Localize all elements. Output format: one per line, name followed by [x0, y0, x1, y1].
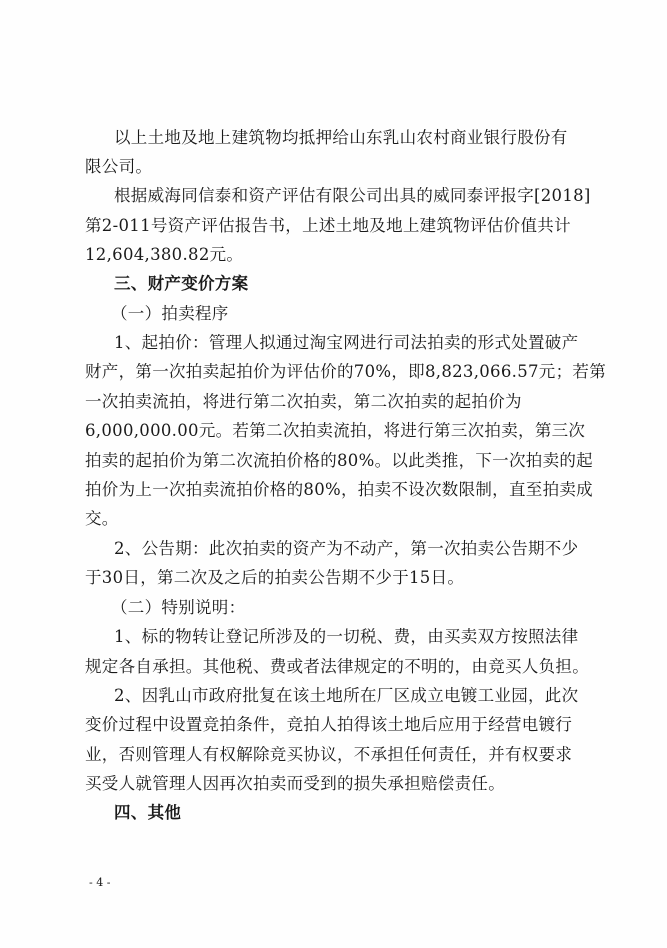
- paragraph-line: 一次拍卖流拍，将进行第二次拍卖，第二次拍卖的起拍价为: [85, 392, 522, 411]
- paragraph-line: 规定各自承担。其他税、费或者法律规定的不明的，由竞买人负担。: [85, 657, 589, 676]
- page-number: - 4 -: [89, 876, 111, 889]
- paragraph-line: 根据威海同信泰和资产评估有限公司出具的威同泰评报字[2018]: [114, 186, 591, 205]
- paragraph-line: 交。: [85, 509, 119, 528]
- paragraph-line: 以上土地及地上建筑物均抵押给山东乳山农村商业银行股份有: [114, 128, 568, 147]
- section-heading: 四、其他: [114, 803, 182, 822]
- paragraph-line: 拍卖的起拍价为第二次流拍价格的80%。以此类推，下一次拍卖的起: [85, 451, 593, 470]
- paragraph-line: 限公司。: [85, 157, 153, 176]
- paragraph-line: 6,000,000.00元。若第二次拍卖流拍，将进行第三次拍卖，第三次: [85, 421, 586, 440]
- subsection-heading: （一）拍卖程序: [111, 304, 229, 323]
- paragraph-line: 拍价为上一次拍卖流拍价格的80%，拍卖不设次数限制，直至拍卖成: [85, 480, 593, 499]
- paragraph-line: 1、标的物转让登记所涉及的一切税、费，由买卖双方按照法律: [114, 627, 579, 646]
- paragraph-line: 于30日，第二次及之后的拍卖公告期不少于15日。: [85, 568, 465, 587]
- paragraph-line: 1、起拍价：管理人拟通过淘宝网进行司法拍卖的形式处置破产: [114, 333, 579, 352]
- paragraph-line: 2、公告期：此次拍卖的资产为不动产，第一次拍卖公告期不少: [114, 539, 579, 558]
- paragraph-line: 变价过程中设置竞拍条件，竞拍人拍得该土地后应用于经营电镀行: [85, 715, 573, 734]
- section-heading: 三、财产变价方案: [114, 274, 249, 293]
- subsection-heading: （二）特别说明：: [111, 598, 246, 617]
- paragraph-line: 买受人就管理人因再次拍卖而受到的损失承担赔偿责任。: [85, 774, 505, 793]
- paragraph-line: 2、因乳山市政府批复在该土地所在厂区成立电镀工业园，此次: [114, 686, 579, 705]
- paragraph-line: 财产，第一次拍卖起拍价为评估价的70%，即8,823,066.57元；若第: [85, 362, 606, 381]
- paragraph-line: 业，否则管理人有权解除竞买协议，不承担任何责任，并有权要求: [85, 745, 573, 764]
- paragraph-line: 12,604,380.82元。: [85, 245, 244, 264]
- paragraph-line: 第2-011号资产评估报告书，上述土地及地上建筑物评估价值共计: [85, 216, 571, 235]
